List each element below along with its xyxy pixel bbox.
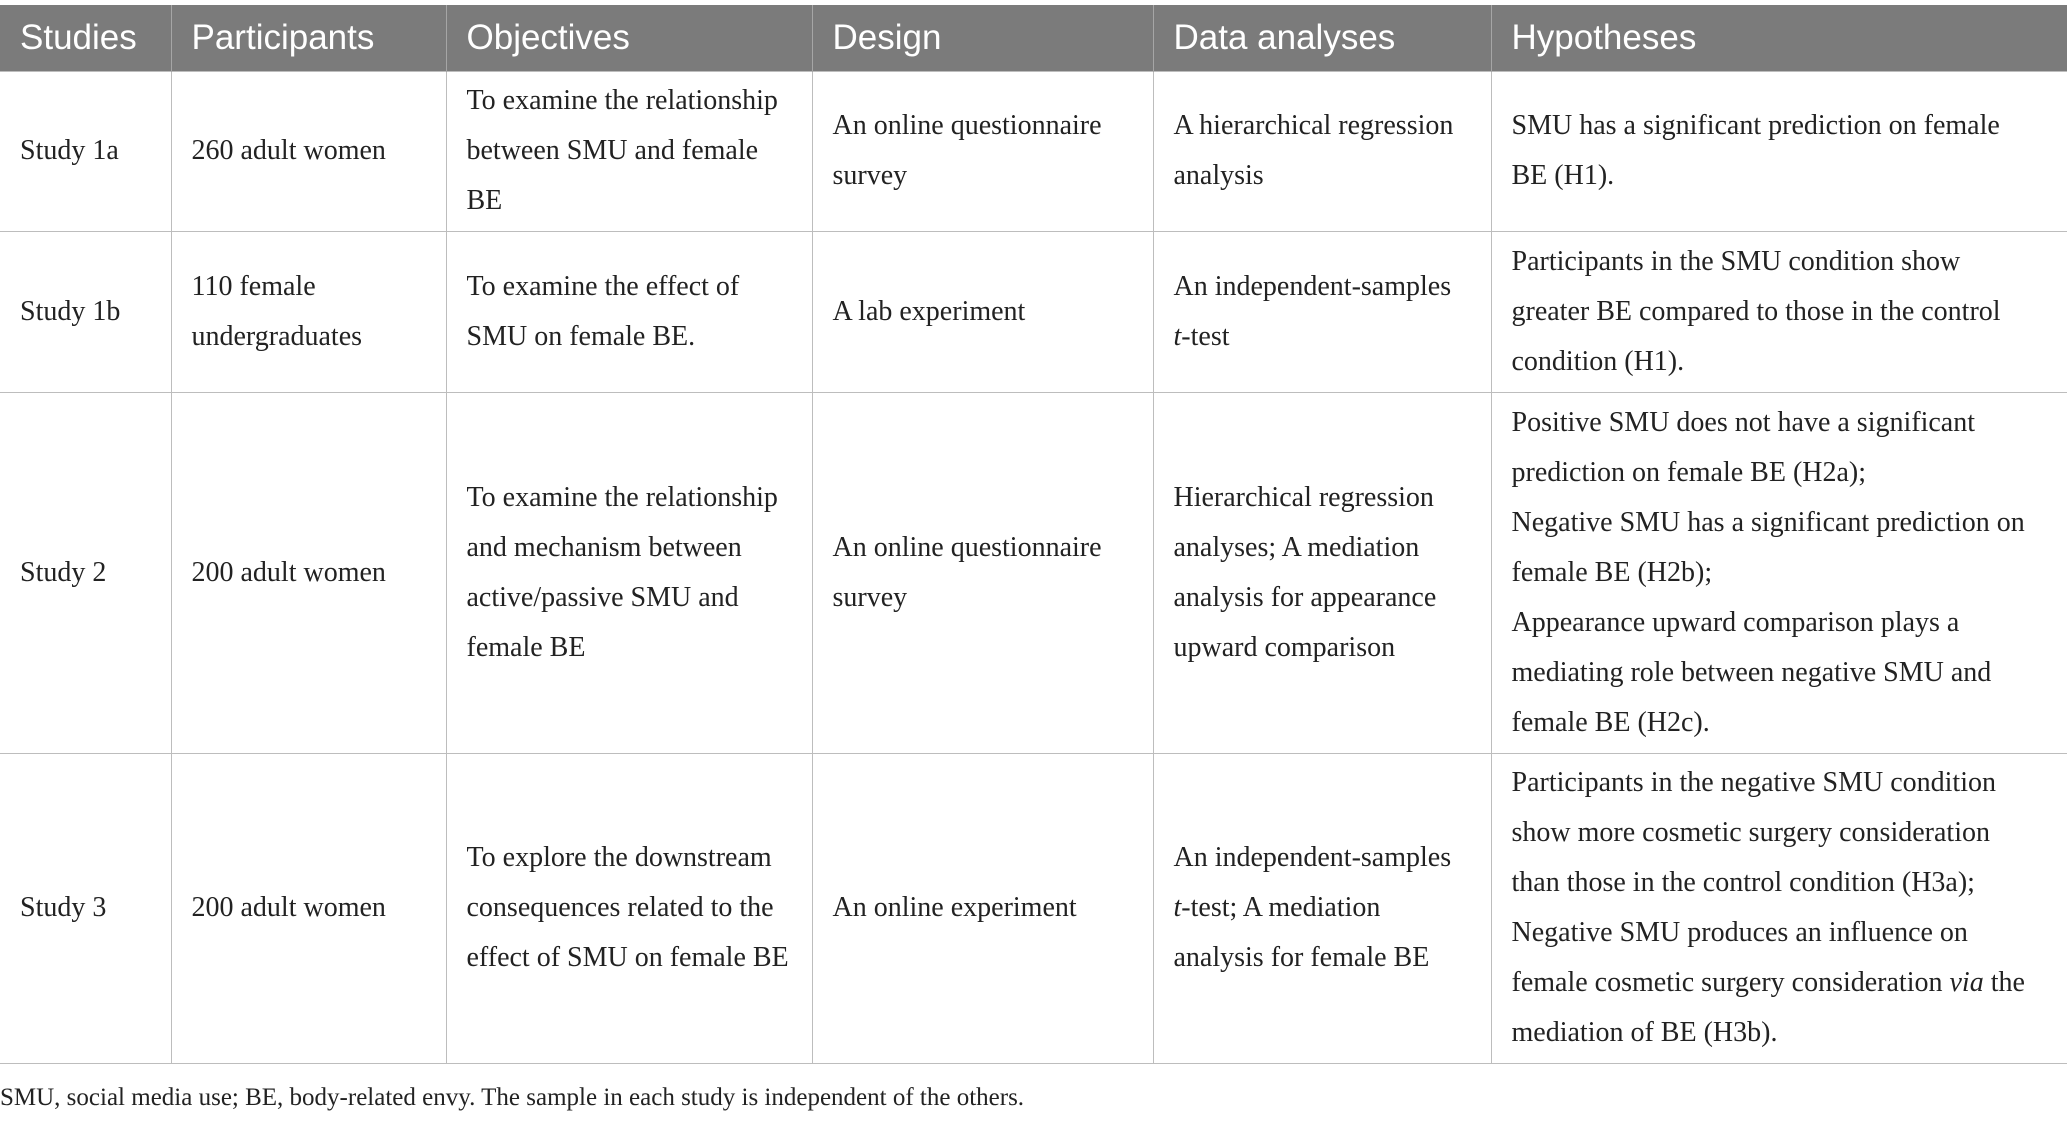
text-segment: Appearance upward comparison plays a — [1511, 606, 1960, 638]
header-data-analyses: Data analyses — [1153, 5, 1491, 71]
text-segment: female BE (H2b); — [1511, 556, 1713, 588]
header-row — [0, 5, 2067, 71]
header-design: Design — [812, 5, 1153, 71]
text-segment: prediction on female BE (H2a); — [1511, 456, 1867, 488]
cell-objectives-line: To examine the relationship — [466, 481, 778, 513]
cell-objectives-line: To explore the downstream — [466, 842, 772, 873]
cell-objectives — [446, 392, 812, 753]
italic-text: via — [1949, 967, 1984, 998]
text-segment: A hierarchical regression — [1173, 110, 1454, 141]
cell-design — [812, 392, 1153, 753]
cell-hypotheses-line — [1512, 758, 2052, 808]
cell-design — [812, 231, 1153, 392]
italic-text: t — [1173, 320, 1182, 352]
cell-objectives — [446, 71, 812, 231]
cell-hypotheses-line — [1512, 287, 2052, 337]
cell-design — [812, 753, 1153, 1063]
cell-objectives-line: To examine the effect of — [466, 270, 740, 302]
text-segment: SMU has a significant prediction on female — [1511, 110, 2000, 141]
cell-hypotheses-line — [1512, 237, 2052, 287]
text-segment: Hierarchical regression — [1173, 481, 1434, 513]
cell-objectives-line: BE — [466, 185, 503, 216]
cell-hypotheses-line — [1512, 448, 2052, 498]
cell-participants — [171, 231, 446, 392]
cell-objectives-line: To examine the relationship — [466, 85, 778, 116]
cell-hypotheses-line — [1512, 398, 2052, 448]
cell-data-analyses-line — [1174, 101, 1475, 151]
text-segment: female BE (H2c). — [1511, 706, 1710, 738]
studies-table-container — [0, 5, 2067, 1064]
cell-study — [0, 392, 171, 753]
cell-hypotheses-line — [1512, 858, 2052, 908]
cell-data-analyses-line — [1174, 623, 1475, 673]
cell-study-text: Study 1a — [20, 135, 119, 166]
cell-data-analyses-line — [1174, 312, 1475, 362]
text-segment: -test — [1181, 320, 1230, 352]
table-footnote: SMU, social media use; BE, body-related envy. The sample in each study is independent of the others. — [0, 1084, 1025, 1111]
cell-hypotheses — [1491, 392, 2067, 753]
cell-hypotheses-line — [1512, 598, 2052, 648]
cell-participants — [171, 392, 446, 753]
text-segment: An independent-samples — [1173, 270, 1452, 302]
cell-data-analyses-line — [1174, 883, 1475, 933]
cell-participants-line: 110 female — [191, 270, 316, 302]
cell-hypotheses-line — [1512, 337, 2052, 387]
cell-hypotheses-line — [1512, 908, 2052, 958]
cell-design-line: An online questionnaire — [832, 110, 1102, 141]
cell-data-analyses-line — [1174, 933, 1475, 983]
header-hypotheses: Hypotheses — [1491, 5, 2067, 71]
text-segment: BE (H1). — [1511, 160, 1615, 191]
text-segment: than those in the control condition (H3a); — [1511, 867, 1975, 898]
text-segment: mediating role between negative SMU and — [1511, 656, 1992, 688]
cell-hypotheses-line — [1512, 101, 2052, 151]
cell-objectives-line: active/passive SMU and — [466, 581, 739, 613]
cell-hypotheses — [1491, 71, 2067, 231]
cell-hypotheses-line — [1512, 1008, 2052, 1058]
cell-hypotheses-line — [1512, 648, 2052, 698]
cell-data-analyses — [1153, 231, 1491, 392]
cell-participants-line: 200 adult women — [191, 556, 386, 588]
cell-design-line: An online experiment — [832, 892, 1077, 923]
header-objectives: Objectives — [446, 5, 812, 71]
table-row — [0, 231, 2067, 392]
cell-data-analyses — [1153, 392, 1491, 753]
text-segment: Positive SMU does not have a significant — [1511, 406, 1976, 438]
text-segment: An independent-samples — [1173, 842, 1452, 873]
text-segment: the — [1983, 967, 2025, 998]
cell-participants-line: 200 adult women — [191, 892, 386, 923]
text-segment: greater BE compared to those in the control — [1511, 295, 2001, 327]
cell-study — [0, 231, 171, 392]
text-segment: condition (H1). — [1511, 345, 1685, 377]
cell-objectives-line: between SMU and female — [466, 135, 759, 166]
cell-study — [0, 71, 171, 231]
cell-hypotheses-line — [1512, 548, 2052, 598]
table-row — [0, 392, 2067, 753]
cell-data-analyses-line — [1174, 473, 1475, 523]
studies-table — [0, 5, 2067, 1064]
cell-hypotheses-line — [1512, 958, 2052, 1008]
cell-hypotheses-line — [1512, 151, 2052, 201]
text-segment: female cosmetic surgery consideration — [1511, 967, 1950, 998]
table-row — [0, 753, 2067, 1063]
text-segment: -test; A mediation — [1181, 892, 1381, 923]
text-segment: Participants in the SMU condition show — [1511, 245, 1961, 277]
cell-objectives-line: effect of SMU on female BE — [466, 942, 789, 973]
table-row — [0, 71, 2067, 231]
table-body — [0, 71, 2067, 1063]
cell-objectives-line: SMU on female BE. — [466, 320, 696, 352]
cell-data-analyses — [1153, 71, 1491, 231]
text-segment: Negative SMU has a significant prediction on — [1511, 506, 2025, 538]
text-segment: analyses; A mediation — [1173, 531, 1420, 563]
cell-design — [812, 71, 1153, 231]
cell-objectives-line: consequences related to the — [466, 892, 774, 923]
text-segment: analysis — [1173, 160, 1264, 191]
cell-data-analyses-line — [1174, 573, 1475, 623]
cell-data-analyses-line — [1174, 151, 1475, 201]
text-segment: analysis for appearance — [1173, 581, 1437, 613]
text-segment: upward comparison — [1173, 631, 1396, 663]
cell-hypotheses-line — [1512, 698, 2052, 748]
cell-design-line: An online questionnaire — [832, 531, 1102, 563]
cell-objectives-line: female BE — [466, 631, 586, 663]
cell-participants-line: 260 adult women — [191, 135, 386, 166]
text-segment: Negative SMU produces an influence on — [1511, 917, 1968, 948]
header-participants: Participants — [171, 5, 446, 71]
cell-design-line: survey — [832, 581, 908, 613]
cell-hypotheses-line — [1512, 498, 2052, 548]
text-segment: mediation of BE (H3b). — [1511, 1017, 1778, 1048]
cell-study-text: Study 3 — [20, 892, 107, 923]
cell-data-analyses — [1153, 753, 1491, 1063]
cell-participants-line: undergraduates — [191, 320, 363, 352]
cell-participants — [171, 71, 446, 231]
text-segment: show more cosmetic surgery consideration — [1511, 817, 1990, 848]
italic-text: t — [1173, 892, 1182, 923]
cell-hypotheses — [1491, 753, 2067, 1063]
header-studies: Studies — [0, 5, 171, 71]
cell-data-analyses-line — [1174, 523, 1475, 573]
cell-hypotheses-line — [1512, 808, 2052, 858]
cell-data-analyses-line — [1174, 262, 1475, 312]
cell-data-analyses-line — [1174, 833, 1475, 883]
cell-participants — [171, 753, 446, 1063]
cell-objectives — [446, 753, 812, 1063]
cell-objectives-line: and mechanism between — [466, 531, 742, 563]
cell-hypotheses — [1491, 231, 2067, 392]
text-segment: Participants in the negative SMU condition — [1511, 767, 1996, 798]
cell-design-line: survey — [832, 160, 908, 191]
table-header — [0, 5, 2067, 71]
cell-objectives — [446, 231, 812, 392]
text-segment: analysis for female BE — [1173, 942, 1430, 973]
cell-design-line: A lab experiment — [832, 295, 1026, 327]
cell-study-text: Study 1b — [20, 295, 121, 327]
cell-study-text: Study 2 — [20, 556, 107, 588]
cell-study — [0, 753, 171, 1063]
